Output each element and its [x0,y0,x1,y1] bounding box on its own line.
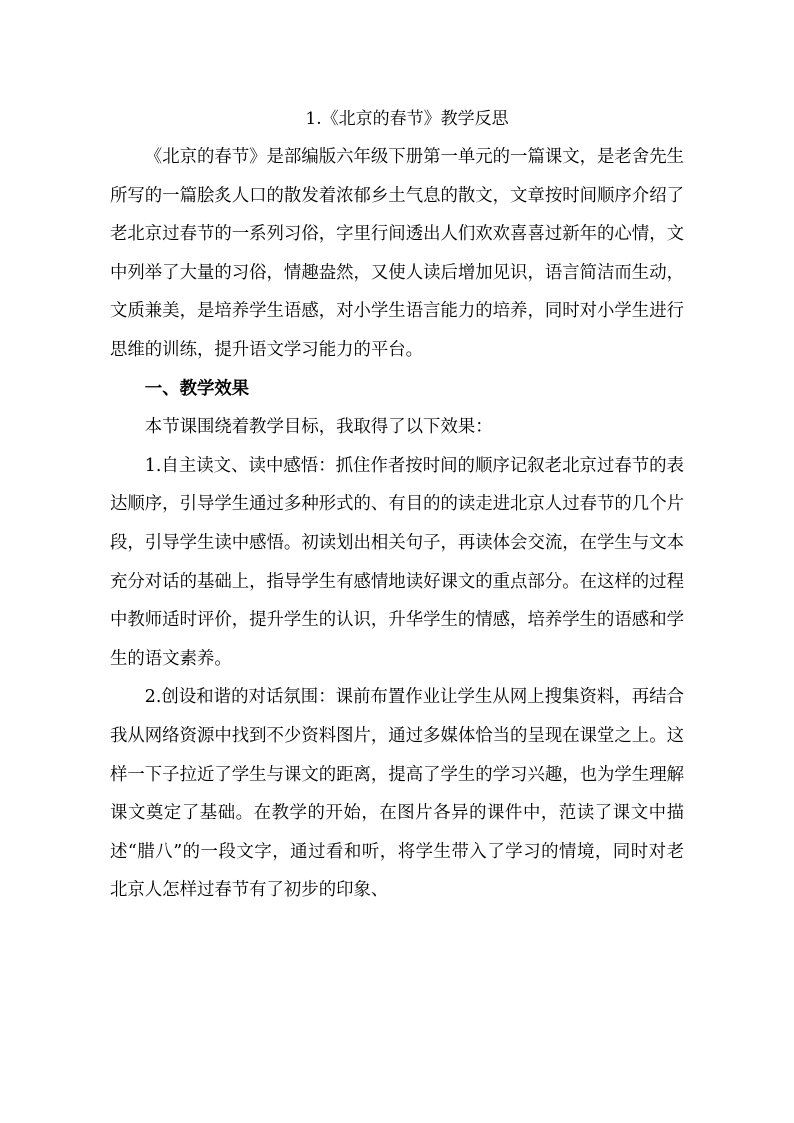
intro-paragraph: 《北京的春节》是部编版六年级下册第一单元的一篇课文，是老舍先生所写的一篇脍炙人口的散发着浓郁乡土气息的散文，文章按时间顺序介绍了老北京过春节的一系列习俗，字里行间透出人们欢欢喜喜过新年的心情，文中列举了大量的习俗，情趣盎然，又使人读后增加见识，语言简洁而生动，文质兼美，是培养学生语感，对小学生语言能力的培养，同时对小学生进行思维的训练，提升语文学习能力的平台。 [110,147,684,360]
document-body [110,104,684,910]
document-title: 1.《北京的春节》教学反思 [305,109,509,129]
section-lead-paragraph: 本节课围绕着教学目标，我取得了以下效果： [144,417,493,438]
section-heading-teaching-effect: 一、教学效果 [144,378,250,399]
point-2-paragraph: 2.创设和谐的对话氛围：课前布置作业让学生从网上搜集资料，再结合我从网络资源中找到不少资料图片，通过多媒体恰当的呈现在课堂之上。这样一下子拉近了学生与课文的距离，提高了学生的学习兴趣，也为学生理解课文奠定了基础。在教学的开始，在图片各异的课件中，范读了课文中描述“腊八”的一段文字，通过看和听，将学生带入了学习的情境，同时对老北京人怎样过春节有了初步的印象、 [110,687,684,901]
point-1-paragraph: 1.自主读文、读中感悟：抓住作者按时间的顺序记叙老北京过春节的表达顺序，引导学生通过多种形式的、有目的的读走进北京人过春节的几个片段，引导学生读中感悟。初读划出相关句子，再读体会交流，在学生与文本充分对话的基础上，指导学生有感情地读好课文的重点部分。在这样的过程中教师适时评价，提升学生的认识，升华学生的情感，培养学生的语感和学生的语文素养。 [110,455,684,669]
